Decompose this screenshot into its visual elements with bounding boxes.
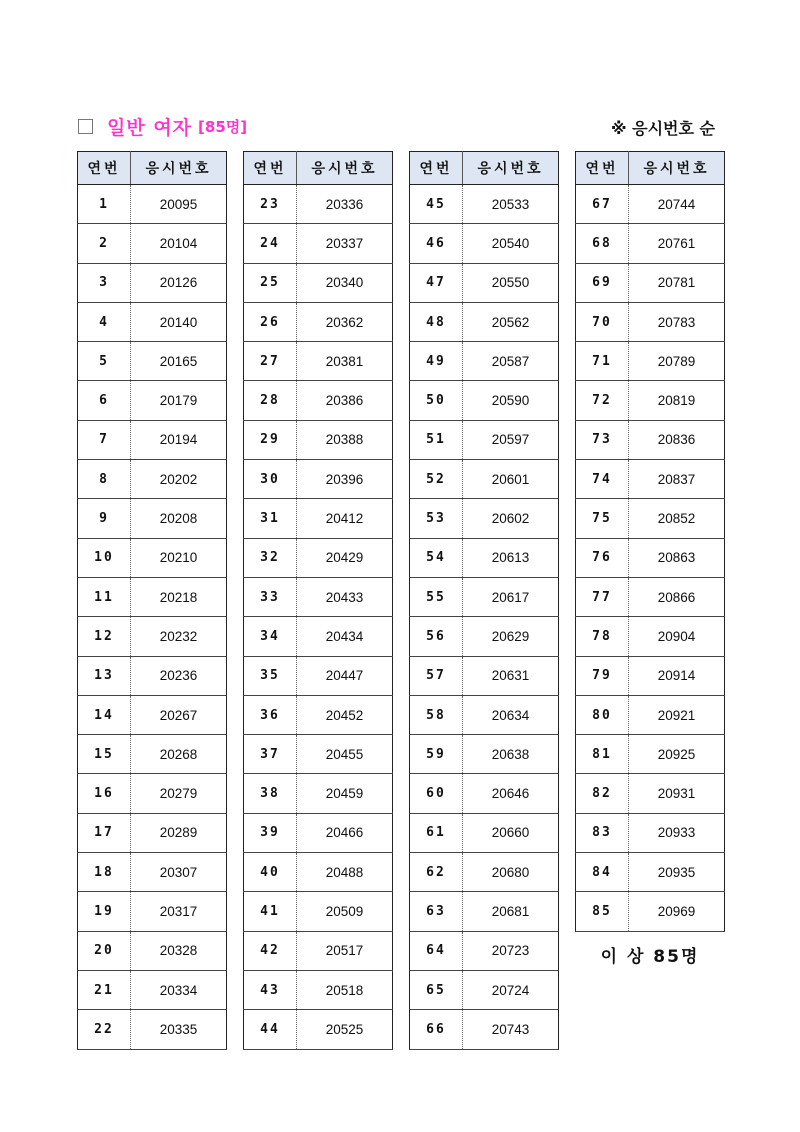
- code-cell: 20236: [131, 656, 227, 695]
- code-cell: 20267: [131, 695, 227, 734]
- code-cell: 20562: [463, 302, 559, 341]
- seq-cell: 22: [78, 1010, 131, 1049]
- code-cell: 20931: [629, 774, 725, 813]
- seq-cell: 24: [244, 224, 297, 263]
- code-cell: 20307: [131, 853, 227, 892]
- table-row: [78, 695, 227, 734]
- seq-cell: 75: [576, 499, 629, 538]
- code-cell: 20629: [463, 617, 559, 656]
- table-column-group: [77, 151, 227, 1050]
- table-row: [78, 577, 227, 616]
- code-cell: 20095: [131, 185, 227, 224]
- table-row: [576, 695, 725, 734]
- seq-cell: 36: [244, 695, 297, 734]
- code-cell: 20447: [297, 656, 393, 695]
- seq-cell: 62: [410, 853, 463, 892]
- code-cell: 20381: [297, 342, 393, 381]
- table-row: [78, 263, 227, 302]
- seq-cell: 85: [576, 892, 629, 931]
- table-row: [78, 342, 227, 381]
- table-row: [410, 420, 559, 459]
- seq-cell: 68: [576, 224, 629, 263]
- code-cell: 20681: [463, 892, 559, 931]
- seq-cell: 59: [410, 735, 463, 774]
- seq-cell: 35: [244, 656, 297, 695]
- code-cell: 20597: [463, 420, 559, 459]
- seq-cell: 69: [576, 263, 629, 302]
- table-row: [576, 499, 725, 538]
- seq-cell: 65: [410, 970, 463, 1009]
- table-column-group: [243, 151, 393, 1050]
- table-row: [78, 499, 227, 538]
- code-cell: 20904: [629, 617, 725, 656]
- code-cell: 20433: [297, 577, 393, 616]
- header-code: 응시번호: [463, 152, 559, 185]
- table-row: [410, 224, 559, 263]
- code-cell: 20179: [131, 381, 227, 420]
- table-row: [410, 499, 559, 538]
- roster-table: [575, 151, 725, 932]
- seq-cell: 77: [576, 577, 629, 616]
- table-row: [410, 931, 559, 970]
- table-row: [410, 813, 559, 852]
- table-row: [576, 460, 725, 499]
- code-cell: 20466: [297, 813, 393, 852]
- seq-cell: 41: [244, 892, 297, 931]
- seq-cell: 81: [576, 735, 629, 774]
- table-row: [410, 892, 559, 931]
- table-row: [576, 342, 725, 381]
- code-cell: 20334: [131, 970, 227, 1009]
- seq-cell: 12: [78, 617, 131, 656]
- seq-cell: 31: [244, 499, 297, 538]
- code-cell: 20218: [131, 577, 227, 616]
- code-cell: 20935: [629, 853, 725, 892]
- table-row: [410, 342, 559, 381]
- table-row: [576, 577, 725, 616]
- total-count: [85명]: [198, 118, 248, 136]
- table-row: [244, 970, 393, 1009]
- code-cell: 20210: [131, 538, 227, 577]
- table-row: [244, 1010, 393, 1049]
- code-cell: 20396: [297, 460, 393, 499]
- seq-cell: 47: [410, 263, 463, 302]
- code-cell: 20837: [629, 460, 725, 499]
- seq-cell: 79: [576, 656, 629, 695]
- code-cell: 20601: [463, 460, 559, 499]
- code-cell: 20126: [131, 263, 227, 302]
- seq-cell: 37: [244, 735, 297, 774]
- page-title: 일반 여자: [107, 117, 193, 139]
- seq-cell: 18: [78, 853, 131, 892]
- roster-table: [243, 151, 393, 1050]
- table-row: [410, 302, 559, 341]
- roster-table: [409, 151, 559, 1050]
- table-row: [78, 970, 227, 1009]
- code-cell: 20165: [131, 342, 227, 381]
- sort-note: ※ 응시번호 순: [611, 119, 715, 138]
- code-cell: 20459: [297, 774, 393, 813]
- seq-cell: 4: [78, 302, 131, 341]
- seq-cell: 11: [78, 577, 131, 616]
- code-cell: 20646: [463, 774, 559, 813]
- header-seq: 연번: [78, 152, 131, 185]
- table-row: [576, 381, 725, 420]
- code-cell: 20232: [131, 617, 227, 656]
- title-row: [78, 113, 247, 140]
- code-cell: 20194: [131, 420, 227, 459]
- seq-cell: 63: [410, 892, 463, 931]
- table-row: [576, 813, 725, 852]
- seq-cell: 64: [410, 931, 463, 970]
- table-row: [576, 420, 725, 459]
- table-row: [244, 931, 393, 970]
- seq-cell: 78: [576, 617, 629, 656]
- seq-cell: 80: [576, 695, 629, 734]
- table-row: [244, 460, 393, 499]
- header-code: 응시번호: [629, 152, 725, 185]
- table-row: [576, 656, 725, 695]
- table-row: [576, 538, 725, 577]
- table-row: [244, 499, 393, 538]
- table-row: [244, 342, 393, 381]
- table-row: [78, 1010, 227, 1049]
- seq-cell: 2: [78, 224, 131, 263]
- code-cell: 20925: [629, 735, 725, 774]
- code-cell: 20386: [297, 381, 393, 420]
- table-row: [576, 185, 725, 224]
- seq-cell: 15: [78, 735, 131, 774]
- table-row: [410, 1010, 559, 1049]
- table-row: [244, 853, 393, 892]
- code-cell: 20680: [463, 853, 559, 892]
- table-row: [410, 970, 559, 1009]
- code-cell: 20852: [629, 499, 725, 538]
- seq-cell: 60: [410, 774, 463, 813]
- seq-cell: 20: [78, 931, 131, 970]
- seq-cell: 9: [78, 499, 131, 538]
- code-cell: 20518: [297, 970, 393, 1009]
- table-row: [576, 302, 725, 341]
- seq-cell: 83: [576, 813, 629, 852]
- table-row: [244, 420, 393, 459]
- seq-cell: 14: [78, 695, 131, 734]
- seq-cell: 50: [410, 381, 463, 420]
- code-cell: 20434: [297, 617, 393, 656]
- seq-cell: 49: [410, 342, 463, 381]
- seq-cell: 26: [244, 302, 297, 341]
- code-cell: 20317: [131, 892, 227, 931]
- code-cell: 20268: [131, 735, 227, 774]
- table-row: [410, 577, 559, 616]
- seq-cell: 74: [576, 460, 629, 499]
- table-row: [244, 617, 393, 656]
- code-cell: 20933: [629, 813, 725, 852]
- code-cell: 20412: [297, 499, 393, 538]
- code-cell: 20337: [297, 224, 393, 263]
- code-cell: 20921: [629, 695, 725, 734]
- seq-cell: 66: [410, 1010, 463, 1049]
- roster-table: [77, 151, 227, 1050]
- seq-cell: 8: [78, 460, 131, 499]
- seq-cell: 40: [244, 853, 297, 892]
- table-row: [410, 656, 559, 695]
- code-cell: 20533: [463, 185, 559, 224]
- seq-cell: 23: [244, 185, 297, 224]
- table-row: [244, 302, 393, 341]
- code-cell: 20819: [629, 381, 725, 420]
- seq-cell: 6: [78, 381, 131, 420]
- table-column-group: [409, 151, 559, 1050]
- seq-cell: 34: [244, 617, 297, 656]
- code-cell: 20517: [297, 931, 393, 970]
- table-row: [78, 656, 227, 695]
- code-cell: 20617: [463, 577, 559, 616]
- code-cell: 20863: [629, 538, 725, 577]
- table-row: [244, 892, 393, 931]
- code-cell: 20104: [131, 224, 227, 263]
- code-cell: 20866: [629, 577, 725, 616]
- table-row: [78, 460, 227, 499]
- seq-cell: 21: [78, 970, 131, 1009]
- code-cell: 20335: [131, 1010, 227, 1049]
- code-cell: 20613: [463, 538, 559, 577]
- seq-cell: 54: [410, 538, 463, 577]
- code-cell: 20723: [463, 931, 559, 970]
- code-cell: 20208: [131, 499, 227, 538]
- seq-cell: 71: [576, 342, 629, 381]
- seq-cell: 58: [410, 695, 463, 734]
- table-row: [576, 892, 725, 931]
- seq-cell: 46: [410, 224, 463, 263]
- header-code: 응시번호: [131, 152, 227, 185]
- code-cell: 20638: [463, 735, 559, 774]
- table-row: [410, 185, 559, 224]
- seq-cell: 73: [576, 420, 629, 459]
- code-cell: 20202: [131, 460, 227, 499]
- roster-tables: [77, 151, 725, 1050]
- table-row: [576, 263, 725, 302]
- table-row: [78, 538, 227, 577]
- seq-cell: 32: [244, 538, 297, 577]
- seq-cell: 5: [78, 342, 131, 381]
- seq-cell: 30: [244, 460, 297, 499]
- seq-cell: 44: [244, 1010, 297, 1049]
- code-cell: 20362: [297, 302, 393, 341]
- table-row: [410, 263, 559, 302]
- code-cell: 20140: [131, 302, 227, 341]
- table-row: [78, 853, 227, 892]
- table-row: [244, 695, 393, 734]
- table-row: [78, 735, 227, 774]
- code-cell: 20452: [297, 695, 393, 734]
- table-row: [576, 774, 725, 813]
- table-row: [410, 853, 559, 892]
- code-cell: 20914: [629, 656, 725, 695]
- code-cell: 20969: [629, 892, 725, 931]
- table-row: [576, 853, 725, 892]
- header-seq: 연번: [576, 152, 629, 185]
- code-cell: 20783: [629, 302, 725, 341]
- header-code: 응시번호: [297, 152, 393, 185]
- code-cell: 20388: [297, 420, 393, 459]
- table-row: [410, 617, 559, 656]
- seq-cell: 3: [78, 263, 131, 302]
- seq-cell: 84: [576, 853, 629, 892]
- code-cell: 20289: [131, 813, 227, 852]
- header-seq: 연번: [410, 152, 463, 185]
- seq-cell: 39: [244, 813, 297, 852]
- table-row: [410, 774, 559, 813]
- seq-cell: 33: [244, 577, 297, 616]
- table-row: [410, 735, 559, 774]
- seq-cell: 76: [576, 538, 629, 577]
- table-row: [78, 617, 227, 656]
- seq-cell: 82: [576, 774, 629, 813]
- table-row: [576, 735, 725, 774]
- table-row: [244, 381, 393, 420]
- code-cell: 20455: [297, 735, 393, 774]
- table-row: [244, 656, 393, 695]
- seq-cell: 52: [410, 460, 463, 499]
- seq-cell: 51: [410, 420, 463, 459]
- table-row: [78, 381, 227, 420]
- table-row: [78, 185, 227, 224]
- seq-cell: 43: [244, 970, 297, 1009]
- seq-cell: 38: [244, 774, 297, 813]
- code-cell: 20525: [297, 1010, 393, 1049]
- seq-cell: 45: [410, 185, 463, 224]
- code-cell: 20743: [463, 1010, 559, 1049]
- table-row: [78, 224, 227, 263]
- code-cell: 20634: [463, 695, 559, 734]
- seq-cell: 1: [78, 185, 131, 224]
- header-seq: 연번: [244, 152, 297, 185]
- table-row: [410, 381, 559, 420]
- seq-cell: 10: [78, 538, 131, 577]
- code-cell: 20587: [463, 342, 559, 381]
- code-cell: 20660: [463, 813, 559, 852]
- seq-cell: 16: [78, 774, 131, 813]
- code-cell: 20488: [297, 853, 393, 892]
- seq-cell: 13: [78, 656, 131, 695]
- table-row: [244, 813, 393, 852]
- table-row: [576, 617, 725, 656]
- table-row: [244, 735, 393, 774]
- table-row: [244, 185, 393, 224]
- seq-cell: 67: [576, 185, 629, 224]
- code-cell: 20602: [463, 499, 559, 538]
- seq-cell: 29: [244, 420, 297, 459]
- code-cell: 20836: [629, 420, 725, 459]
- seq-cell: 72: [576, 381, 629, 420]
- seq-cell: 19: [78, 892, 131, 931]
- code-cell: 20429: [297, 538, 393, 577]
- code-cell: 20761: [629, 224, 725, 263]
- seq-cell: 48: [410, 302, 463, 341]
- code-cell: 20336: [297, 185, 393, 224]
- table-row: [576, 224, 725, 263]
- table-row: [244, 263, 393, 302]
- seq-cell: 27: [244, 342, 297, 381]
- seq-cell: 55: [410, 577, 463, 616]
- code-cell: 20550: [463, 263, 559, 302]
- seq-cell: 57: [410, 656, 463, 695]
- table-column-group: [575, 151, 725, 967]
- table-row: [78, 813, 227, 852]
- code-cell: 20631: [463, 656, 559, 695]
- table-row: [78, 774, 227, 813]
- table-row: [78, 931, 227, 970]
- table-row: [78, 420, 227, 459]
- code-cell: 20724: [463, 970, 559, 1009]
- table-row: [244, 577, 393, 616]
- seq-cell: 56: [410, 617, 463, 656]
- table-row: [410, 538, 559, 577]
- seq-cell: 17: [78, 813, 131, 852]
- seq-cell: 28: [244, 381, 297, 420]
- seq-cell: 42: [244, 931, 297, 970]
- table-row: [244, 224, 393, 263]
- code-cell: 20781: [629, 263, 725, 302]
- code-cell: 20328: [131, 931, 227, 970]
- table-row: [244, 774, 393, 813]
- table-row: [410, 460, 559, 499]
- seq-cell: 53: [410, 499, 463, 538]
- table-row: [78, 302, 227, 341]
- seq-cell: 61: [410, 813, 463, 852]
- table-row: [244, 538, 393, 577]
- seq-cell: 7: [78, 420, 131, 459]
- code-cell: 20540: [463, 224, 559, 263]
- table-row: [78, 892, 227, 931]
- summary-total: 이 상 85명: [600, 946, 700, 967]
- code-cell: 20789: [629, 342, 725, 381]
- code-cell: 20279: [131, 774, 227, 813]
- seq-cell: 25: [244, 263, 297, 302]
- code-cell: 20590: [463, 381, 559, 420]
- table-row: [410, 695, 559, 734]
- seq-cell: 70: [576, 302, 629, 341]
- code-cell: 20340: [297, 263, 393, 302]
- code-cell: 20744: [629, 185, 725, 224]
- checkbox-icon[interactable]: [78, 119, 93, 134]
- code-cell: 20509: [297, 892, 393, 931]
